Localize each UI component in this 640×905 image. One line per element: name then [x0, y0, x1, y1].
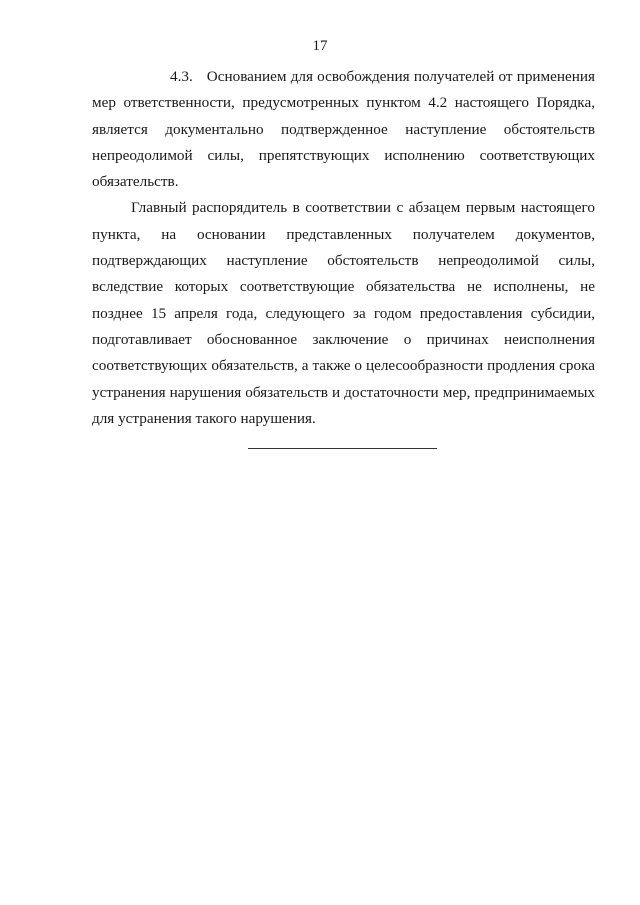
paragraph-4-3 [92, 64, 595, 195]
document-body [92, 64, 595, 432]
paragraph-main-distributor: Главный распорядитель в соответствии с абзацем первым настоящего пункта, на основании представленных получателем документов, подтверждающих наступление обстоятельств непреодолимой силы, вследствие которых соответствующие обязательства не исполнены, не позднее 15 апреля года, следующего за годом предоставления субсидии, подготавливает обоснованное заключение о причинах неисполнения соответствующих обязательств, а также о целесообразности продления срока устранения нарушения обязательств и достаточности мер, предпринимаемых для устранения такого нарушения. [92, 199, 595, 427]
clause-number: 4.3. [170, 68, 193, 85]
page-number: 17 [312, 38, 328, 54]
paragraph-4-3-text: Основанием для освобождения получателей от применения мер ответственности, предусмотренных пунктом 4.2 настоящего Порядка, является документально подтвержденное наступление обстоятельств непреодолимой силы, препятствующих исполнению соответствующих обязательств. [92, 68, 595, 191]
end-divider-line [248, 448, 437, 449]
